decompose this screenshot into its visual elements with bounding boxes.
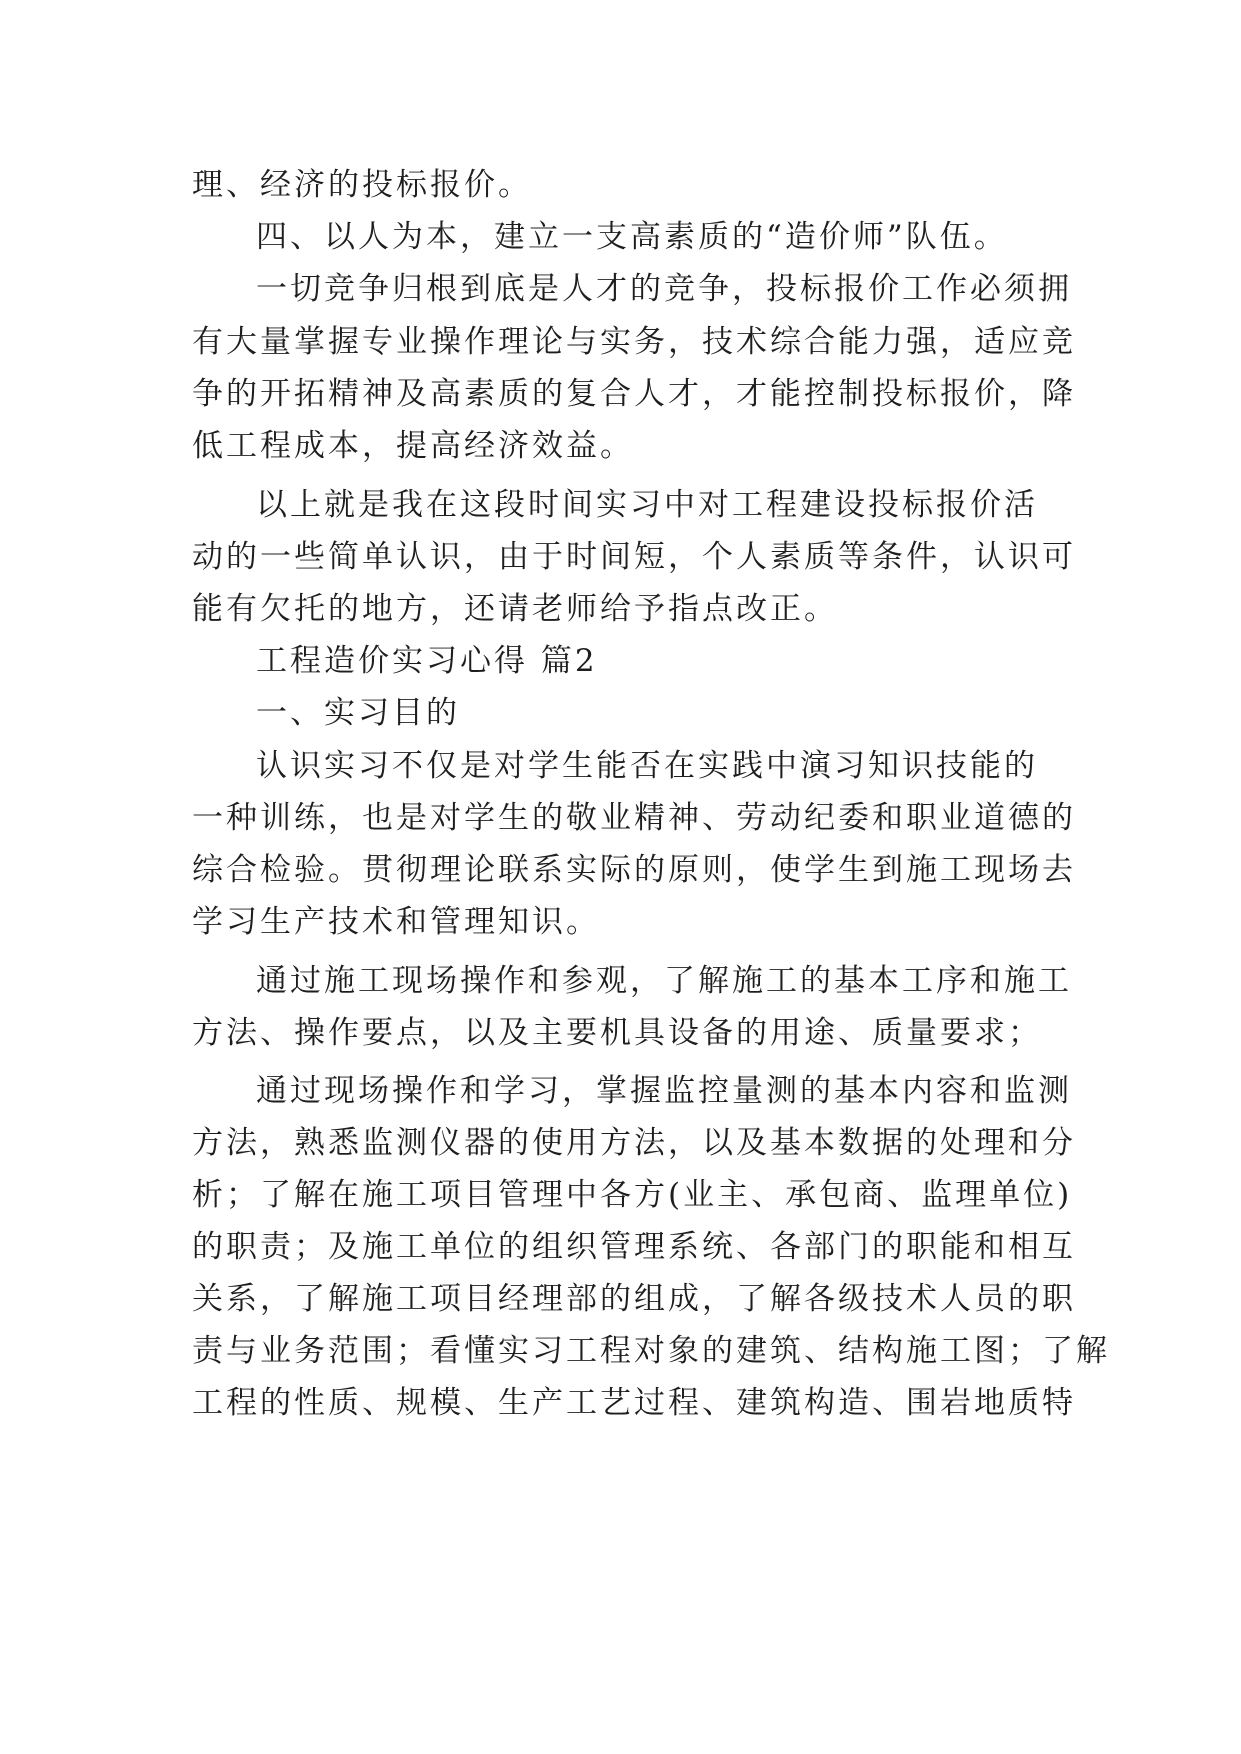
paragraph-line-14: 通过现场操作和学习，掌握监控量测的基本内容和监测 xyxy=(256,1073,1072,1109)
paragraph-line-5: 以上就是我在这段时间实习中对工程建设投标报价活 xyxy=(256,487,1038,523)
paragraph-line-18: 关系，了解施工项目经理部的组成，了解各级技术人员的职 xyxy=(192,1281,1076,1317)
paragraph-line-7: 能有欠托的地方，还请老师给予指点改正。 xyxy=(192,591,838,627)
paragraph-line-11: 学习生产技术和管理知识。 xyxy=(192,904,600,940)
article-title: 工程造价实习心得 篇2 xyxy=(256,643,598,679)
section-heading-4: 四、以人为本，建立一支高素质的“造价师”队伍。 xyxy=(256,219,1008,255)
paragraph-line-15: 方法，熟悉监测仪器的使用方法，以及基本数据的处理和分 xyxy=(192,1125,1076,1161)
paragraph-line-9: 一种训练，也是对学生的敬业精神、劳动纪委和职业道德的 xyxy=(192,800,1076,836)
paragraph-line-16: 析；了解在施工项目管理中各方(业主、承包商、监理单位) xyxy=(192,1177,1073,1213)
paragraph-line-6: 动的一些简单认识，由于时间短，个人素质等条件，认识可 xyxy=(192,539,1076,575)
section-heading-1: 一、实习目的 xyxy=(256,695,460,731)
paragraph-line-12: 通过施工现场操作和参观，了解施工的基本工序和施工 xyxy=(256,963,1072,999)
text-line-1: 理、经济的投标报价。 xyxy=(192,167,532,203)
paragraph-line-4: 低工程成本，提高经济效益。 xyxy=(192,428,634,464)
paragraph-line-13: 方法、操作要点，以及主要机具设备的用途、质量要求； xyxy=(192,1015,1042,1051)
paragraph-line-17: 的职责；及施工单位的组织管理系统、各部门的职能和相互 xyxy=(192,1229,1076,1265)
paragraph-line-19: 责与业务范围；看懂实习工程对象的建筑、结构施工图；了解 xyxy=(192,1333,1110,1369)
paragraph-line-10: 综合检验。贯彻理论联系实际的原则，使学生到施工现场去 xyxy=(192,852,1076,888)
paragraph-line-3: 争的开拓精神及高素质的复合人才，才能控制投标报价，降 xyxy=(192,376,1076,412)
paragraph-line-8: 认识实习不仅是对学生能否在实践中演习知识技能的 xyxy=(256,748,1038,784)
paragraph-line-20: 工程的性质、规模、生产工艺过程、建筑构造、围岩地质特 xyxy=(192,1385,1076,1421)
paragraph-line-2: 有大量掌握专业操作理论与实务，技术综合能力强，适应竞 xyxy=(192,324,1076,360)
paragraph-line-1: 一切竞争归根到底是人才的竞争，投标报价工作必须拥 xyxy=(256,271,1072,307)
